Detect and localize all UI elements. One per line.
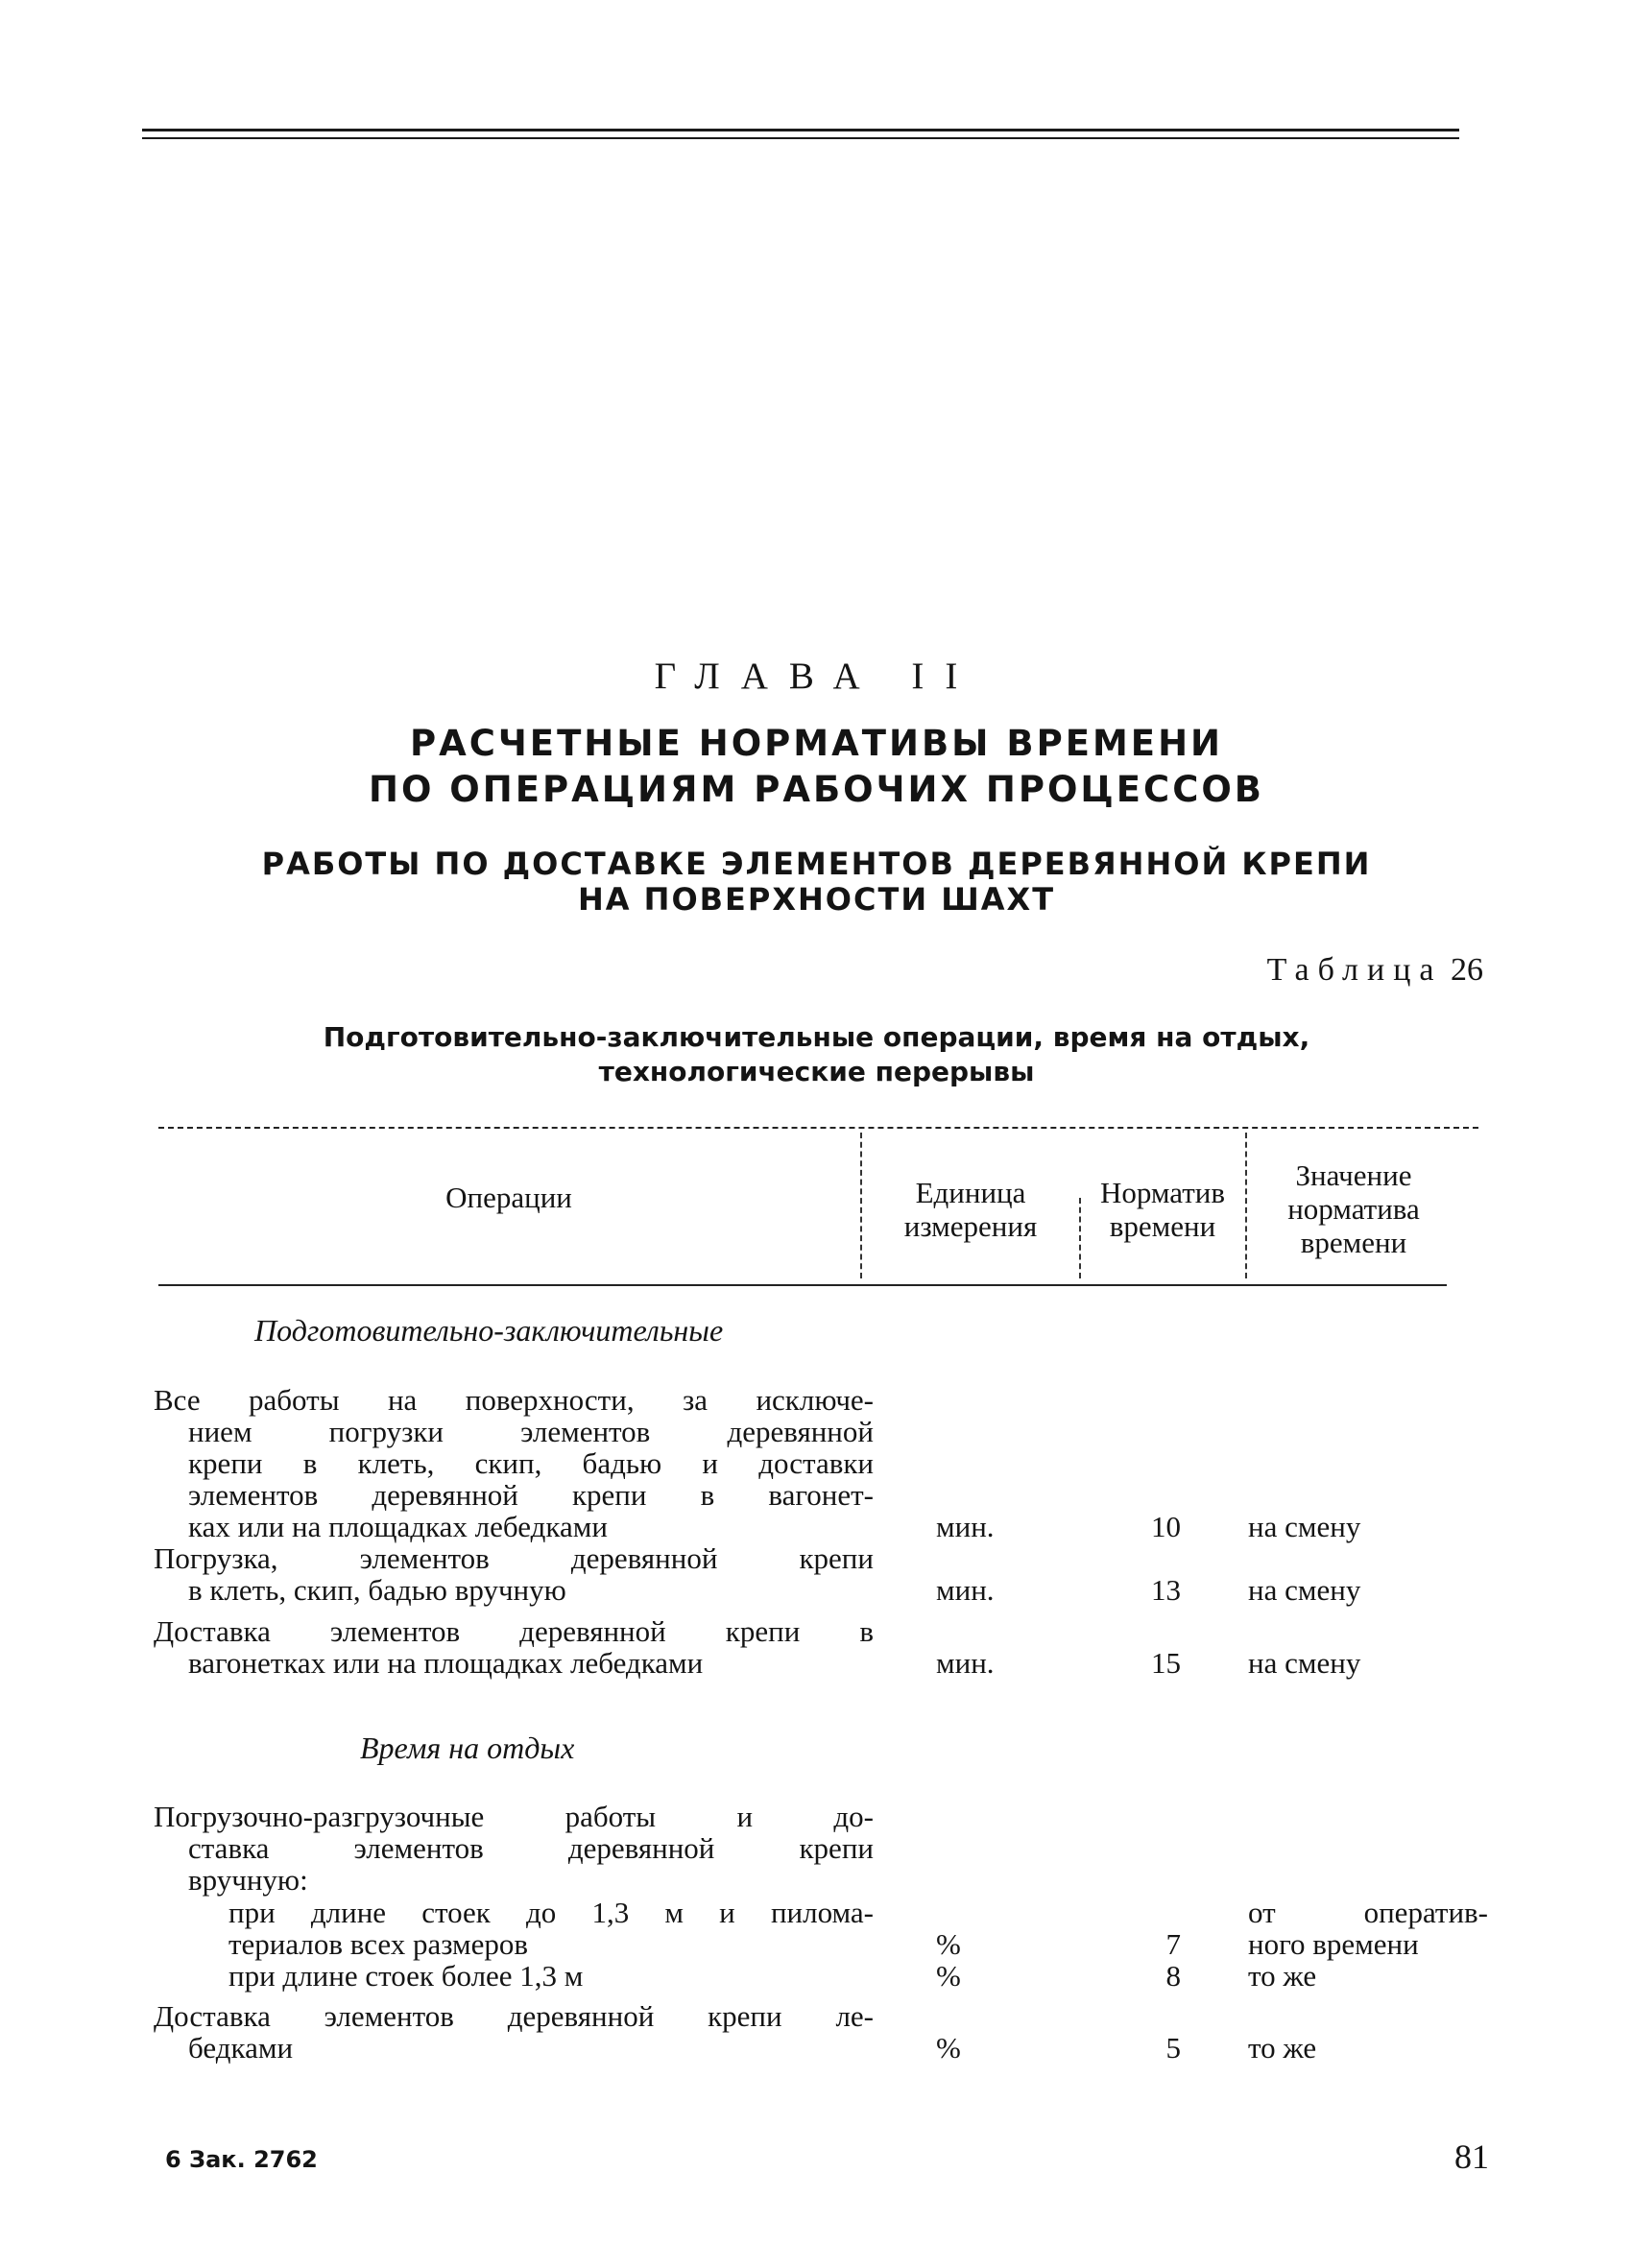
- row-text-line: в клеть, скип, бадью вручную: [188, 1573, 566, 1607]
- row-text-line: Доставка элементов деревянной крепи ле-: [154, 1999, 874, 2033]
- header-value-line-2: норматива: [1287, 1192, 1420, 1226]
- row-value: 10: [1151, 1510, 1181, 1543]
- row-text-line: Доставка элементов деревянной крепи в: [154, 1614, 874, 1648]
- row-text-line: Погрузка, элементов деревянной крепи: [154, 1541, 874, 1575]
- table-number: [1267, 952, 1483, 989]
- table-row: [154, 1542, 874, 1606]
- header-unit-line-1: Единица: [915, 1176, 1026, 1209]
- row-value: 15: [1151, 1646, 1181, 1680]
- row-unit: %: [936, 1959, 961, 1993]
- row-unit: мин.: [936, 1646, 995, 1680]
- row-value: 7: [1165, 1927, 1181, 1961]
- row-unit: %: [936, 2031, 961, 2065]
- row-text-line: ках или на площадках лебедками: [188, 1510, 608, 1543]
- row-text-line: Все работы на поверхности, за исключе-: [154, 1383, 874, 1417]
- row-text-line: Погрузочно-разгрузочные работы и до-: [154, 1800, 874, 1833]
- table-row: [154, 1897, 874, 1960]
- table-row: [154, 1801, 874, 1896]
- subtitle-line-2: НА ПОВЕРХНОСТИ ШАХТ: [577, 881, 1056, 918]
- header-norm: [1081, 1176, 1244, 1243]
- header-value-line-1: Значение: [1295, 1158, 1412, 1192]
- column-divider-3: [1245, 1133, 1247, 1278]
- column-divider-1: [860, 1133, 862, 1278]
- row-text-line: бедками: [188, 2031, 294, 2065]
- row-text-line: нием погрузки элементов деревянной: [188, 1415, 874, 1448]
- row-value: 13: [1151, 1573, 1181, 1607]
- header-value-line-3: времени: [1300, 1226, 1407, 1259]
- row-unit: %: [936, 1927, 961, 1961]
- row-text-line: вагонетках или на площадках лебедками: [188, 1646, 704, 1680]
- chapter-heading: ГЛАВА II: [654, 656, 979, 697]
- table-header-bottom-rule: [158, 1284, 1447, 1286]
- row-note: на смену: [1248, 1510, 1361, 1543]
- header-norm-line-2: времени: [1109, 1209, 1216, 1243]
- top-rule-secondary: [142, 137, 1459, 139]
- header-value: [1248, 1158, 1459, 1259]
- header-unit-line-2: измерения: [903, 1209, 1038, 1243]
- row-text-line: крепи в клеть, скип, бадью и доставки: [188, 1446, 874, 1480]
- main-title-line-1: РАСЧЕТНЫЕ НОРМАТИВЫ ВРЕМЕНИ: [409, 723, 1223, 764]
- row-note-line-2: ного времени: [1248, 1927, 1419, 1961]
- section-title-preparatory: Подготовительно-заключительные: [254, 1313, 724, 1348]
- print-order-number: 6 Зак. 2762: [165, 2146, 318, 2173]
- row-note-line-1: от оператив-: [1248, 1896, 1488, 1929]
- top-rule: [142, 129, 1459, 131]
- row-note: то же: [1248, 2031, 1317, 2065]
- row-text-line: ставка элементов деревянной крепи: [188, 1831, 874, 1865]
- row-value: 5: [1165, 2031, 1181, 2065]
- row-note: на смену: [1248, 1646, 1361, 1680]
- table-header-top-rule: [158, 1127, 1478, 1129]
- row-text-line: териалов всех размеров: [228, 1927, 529, 1961]
- row-note: на смену: [1248, 1573, 1361, 1607]
- table-row: [154, 1384, 874, 1542]
- row-text-line: вручную:: [188, 1863, 308, 1897]
- table-caption-line-2: технологические перерывы: [598, 1056, 1035, 1087]
- table-caption-line-1: Подготовительно-заключительные операции, время на отдых,: [323, 1021, 1310, 1053]
- row-unit: мин.: [936, 1510, 995, 1543]
- header-operations: Операции: [445, 1181, 572, 1214]
- page-number: 81: [1454, 2137, 1489, 2176]
- row-text-line: при длине стоек до 1,3 м и пилома-: [228, 1896, 874, 1929]
- row-note: то же: [1248, 1959, 1317, 1993]
- row-note: [1248, 1897, 1488, 1960]
- table-row: [154, 2000, 874, 2064]
- row-value: 8: [1165, 1959, 1181, 1993]
- section-title-rest: Время на отдых: [360, 1731, 575, 1765]
- table-number-value: 26: [1451, 952, 1483, 988]
- subtitle-line-1: РАБОТЫ ПО ДОСТАВКЕ ЭЛЕМЕНТОВ ДЕРЕВЯННОЙ КРЕПИ: [261, 846, 1372, 882]
- row-text-line: элементов деревянной крепи в вагонет-: [188, 1478, 874, 1512]
- row-unit: мин.: [936, 1573, 995, 1607]
- header-unit: [864, 1176, 1077, 1243]
- table-row: [154, 1615, 874, 1679]
- header-norm-line-1: Норматив: [1099, 1176, 1226, 1209]
- main-title-line-2: ПО ОПЕРАЦИЯМ РАБОЧИХ ПРОЦЕССОВ: [368, 769, 1264, 810]
- table-row: [154, 1960, 874, 1992]
- table-label: Таблица: [1266, 952, 1443, 988]
- row-text-line: при длине стоек более 1,3 м: [228, 1959, 584, 1993]
